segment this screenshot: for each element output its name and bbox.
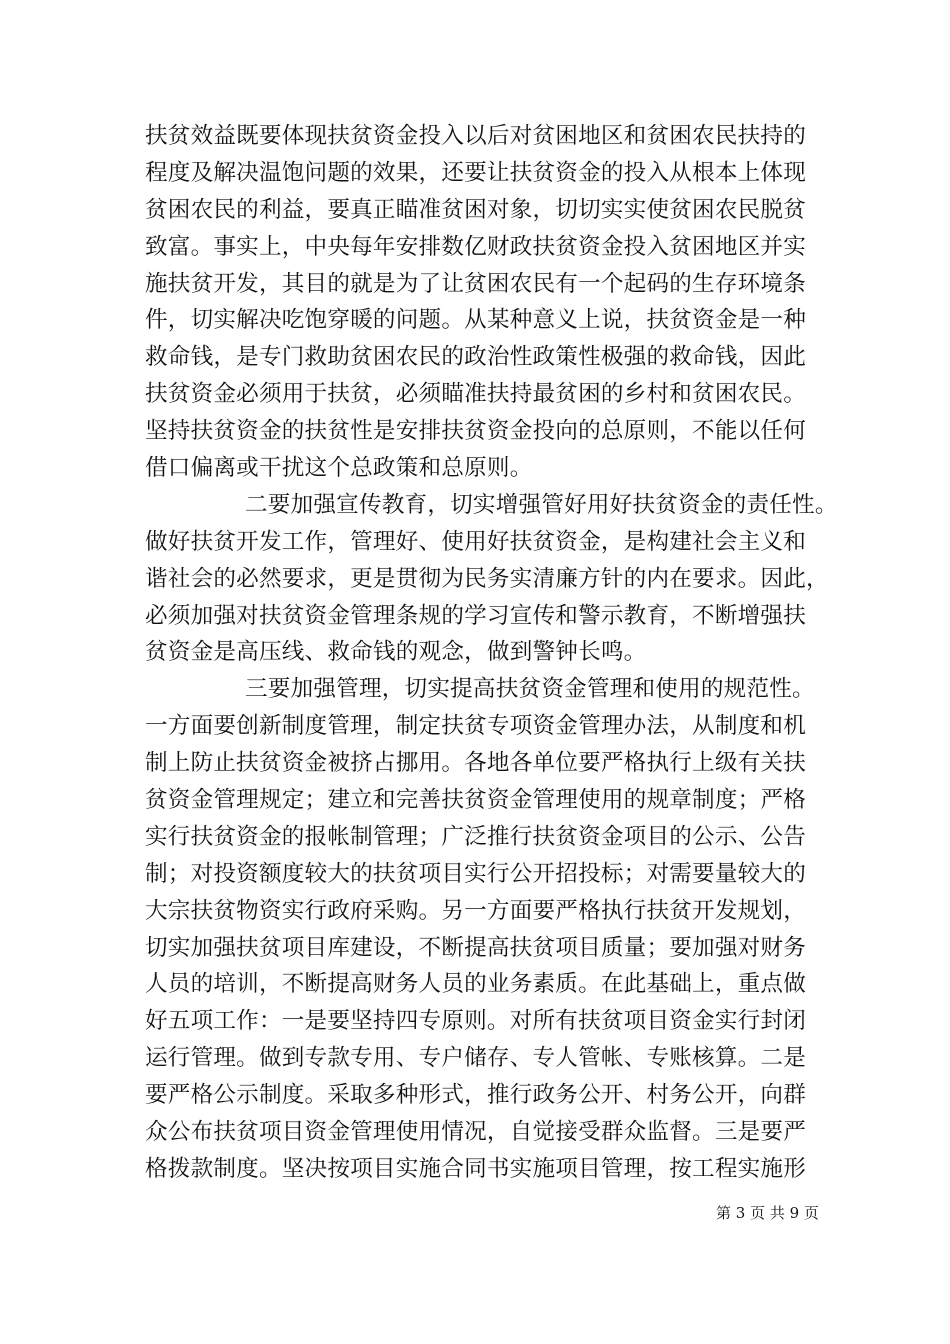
text-line: 一方面要创新制度管理，制定扶贫专项资金管理办法，从制度和机	[145, 713, 807, 740]
text-line: 制；对投资额度较大的扶贫项目实行公开招投标；对需要量较大的	[145, 860, 807, 887]
text-line: 大宗扶贫物资实行政府采购。另一方面要严格执行扶贫开发规划，	[145, 897, 807, 924]
text-line: 件，切实解决吃饱穿暖的问题。从某种意义上说，扶贫资金是一种	[145, 307, 807, 334]
text-line: 众公布扶贫项目资金管理使用情况，自觉接受群众监督。三是要严	[145, 1119, 807, 1146]
text-line: 贫困农民的利益，要真正瞄准贫困对象，切切实实使贫困农民脱贫	[145, 196, 807, 223]
text-line: 致富。事实上，中央每年安排数亿财政扶贫资金投入贫困地区并实	[145, 233, 807, 260]
body-text	[145, 118, 838, 1188]
text-line: 必须加强对扶贫资金管理条规的学习宣传和警示教育，不断增强扶	[145, 602, 807, 629]
text-line: 贫资金管理规定；建立和完善扶贫资金管理使用的规章制度；严格	[145, 787, 807, 814]
text-line: 借口偏离或干扰这个总政策和总原则。	[145, 455, 533, 482]
text-line: 谐社会的必然要求，更是贯彻为民务实清廉方针的内在要求。因此，	[145, 565, 829, 592]
text-line: 做好扶贫开发工作，管理好、使用好扶贫资金，是构建社会主义和	[145, 528, 807, 555]
text-line: 人员的培训，不断提高财务人员的业务素质。在此基础上，重点做	[145, 971, 807, 998]
text-line: 坚持扶贫资金的扶贫性是安排扶贫资金投向的总原则，不能以任何	[145, 418, 807, 445]
text-line: 好五项工作：一是要坚持四专原则。对所有扶贫项目资金实行封闭	[145, 1008, 807, 1035]
text-line: 救命钱，是专门救助贫困农民的政治性政策性极强的救命钱，因此	[145, 344, 807, 371]
text-line: 扶贫资金必须用于扶贫，必须瞄准扶持最贫困的乡村和贫困农民。	[145, 381, 807, 408]
text-line: 扶贫效益既要体现扶贫资金投入以后对贫困地区和贫困农民扶持的	[145, 123, 807, 149]
text-line: 切实加强扶贫项目库建设，不断提高扶贫项目质量；要加强对财务	[145, 934, 807, 961]
text-line: 程度及解决温饱问题的效果，还要让扶贫资金的投入从根本上体现	[145, 159, 807, 186]
text-line: 实行扶贫资金的报帐制管理；广泛推行扶贫资金项目的公示、公告	[145, 823, 807, 850]
text-line: 运行管理。做到专款专用、专户储存、专人管帐、专账核算。二是	[145, 1045, 807, 1072]
text-line: 施扶贫开发，其目的就是为了让贫困农民有一个起码的生存环境条	[145, 270, 807, 297]
text-line: 贫资金是高压线、救命钱的观念，做到警钟长鸣。	[145, 639, 647, 666]
text-line: 要严格公示制度。采取多种形式，推行政务公开、村务公开，向群	[145, 1082, 807, 1109]
text-line: 格拨款制度。坚决按项目实施合同书实施项目管理，按工程实施形	[145, 1155, 807, 1182]
paragraph-heading-2: 二要加强宣传教育，切实增强管好用好扶贫资金的责任性。	[245, 491, 838, 518]
text-line: 制上防止扶贫资金被挤占挪用。各地各单位要严格执行上级有关扶	[145, 750, 807, 777]
page-footer: 第 3 页 共 9 页	[716, 1204, 819, 1222]
paragraph-heading-3: 三要加强管理，切实提高扶贫资金管理和使用的规范性。	[245, 676, 815, 703]
